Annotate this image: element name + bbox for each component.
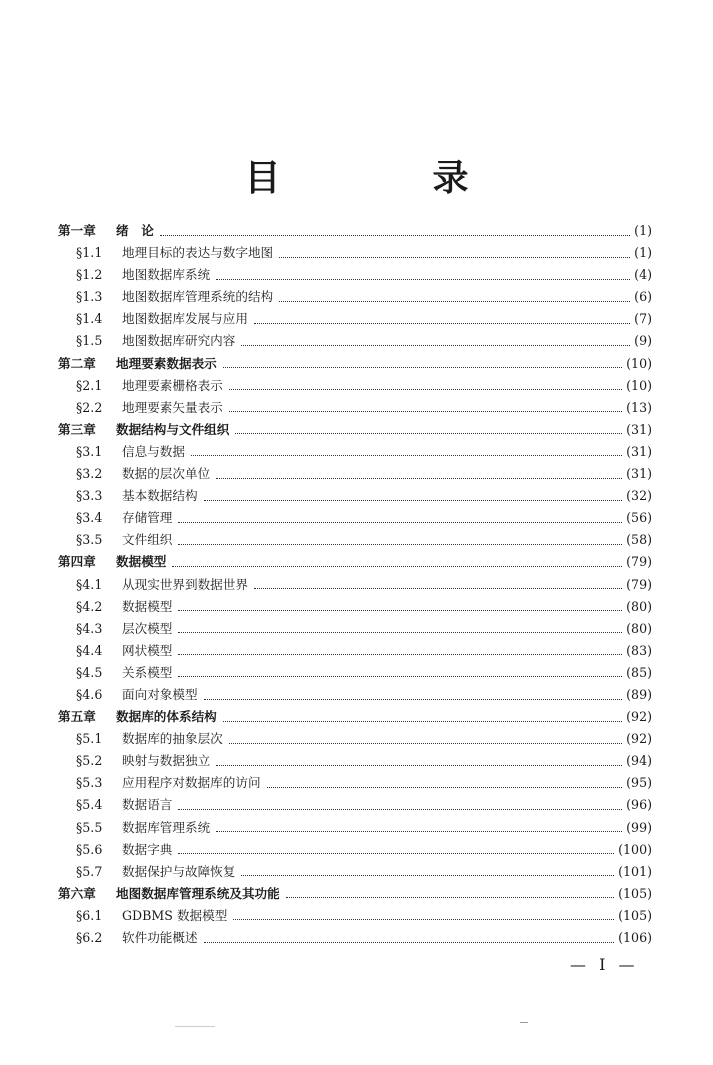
toc-entry-page: (31): [626, 466, 652, 482]
toc-entry-number: §4.1: [76, 576, 103, 592]
toc-entry-page: (83): [626, 642, 652, 658]
dot-leader: [233, 919, 614, 920]
toc-entry-number: §2.2: [76, 399, 103, 415]
dot-leader: [229, 743, 622, 744]
toc-section-entry: [58, 839, 652, 861]
dot-leader: [160, 235, 630, 236]
toc-chapter-entry: [58, 220, 652, 242]
toc-entry-title: 数据结构与文件组织: [116, 421, 230, 437]
toc-entry-title: 地理要素数据表示: [116, 355, 217, 371]
toc-chapter-entry: [58, 419, 652, 441]
toc-entry-title: 数据模型: [122, 598, 173, 614]
toc-entry-number: 第五章: [58, 709, 96, 725]
toc-entry-title: 层次模型: [122, 620, 173, 636]
toc-section-entry: [58, 330, 652, 352]
dot-leader: [204, 500, 623, 501]
dot-leader: [254, 588, 622, 589]
toc-entry-page: (1): [634, 223, 652, 238]
toc-section-entry: [58, 441, 652, 463]
toc-section-entry: [58, 596, 652, 618]
dot-leader: [204, 699, 623, 700]
dot-leader: [223, 721, 622, 722]
dot-leader: [178, 544, 622, 545]
toc-section-entry: [58, 861, 652, 883]
dot-leader: [178, 676, 622, 677]
toc-entry-number: §3.2: [76, 466, 103, 482]
toc-entry-title: 关系模型: [122, 664, 173, 680]
toc-entry-page: (106): [618, 930, 652, 945]
toc-section-entry: [58, 684, 652, 706]
toc-entry-number: §4.2: [76, 598, 103, 614]
dot-leader: [216, 478, 622, 479]
page-number: — I —: [570, 955, 639, 974]
dot-leader: [178, 853, 614, 854]
toc-entry-number: §1.1: [76, 245, 103, 261]
toc-section-entry: [58, 574, 652, 596]
toc-entry-title: 面向对象模型: [122, 686, 198, 702]
toc-section-entry: [58, 507, 652, 529]
toc-entry-page: (6): [634, 289, 652, 305]
dot-leader: [286, 897, 614, 898]
toc-entry-number: 第六章: [58, 885, 96, 901]
toc-entry-number: §5.5: [76, 819, 103, 835]
toc-entry-page: (1): [634, 245, 652, 261]
toc-entry-title: 数据保护与故障恢复: [122, 863, 236, 879]
toc-entry-page: (105): [618, 907, 652, 923]
toc-entry-number: §4.5: [76, 664, 103, 680]
toc-entry-page: (31): [626, 421, 652, 437]
toc-entry-number: §1.5: [76, 333, 103, 349]
dot-leader: [216, 765, 622, 766]
toc-entry-title: 数据字典: [122, 841, 173, 857]
toc-section-entry: [58, 286, 652, 308]
toc-section-entry: [58, 375, 652, 397]
toc-entry-page: (80): [626, 598, 652, 614]
toc-entry-page: (92): [626, 731, 652, 747]
dot-leader: [223, 367, 622, 368]
toc-section-entry: [58, 927, 652, 949]
toc-entry-number: §2.1: [76, 377, 103, 393]
toc-entry-number: §3.5: [76, 532, 103, 548]
toc-entry-page: (7): [634, 311, 652, 327]
toc-entry-number: §3.1: [76, 443, 103, 459]
toc-section-entry: [58, 264, 652, 286]
toc-entry-number: §5.4: [76, 797, 103, 813]
toc-entry-page: (10): [626, 377, 652, 393]
toc-entry-title: 网状模型: [122, 642, 173, 658]
toc-entry-page: (101): [618, 863, 652, 879]
toc-entry-title: 文件组织: [122, 532, 173, 548]
toc-entry-page: (56): [626, 510, 652, 526]
toc-entry-page: (85): [626, 664, 652, 680]
toc-entry-title: 地图数据库发展与应用: [122, 311, 248, 327]
toc-entry-title: 基本数据结构: [122, 488, 198, 504]
scan-speck: [175, 1026, 215, 1027]
toc-section-entry: [58, 618, 652, 640]
toc-entry-title: 软件功能概述: [122, 930, 198, 945]
dot-leader: [178, 610, 622, 611]
toc-entry-page: (105): [618, 885, 652, 901]
toc-section-entry: [58, 640, 652, 662]
toc-entry-title: 地图数据库管理系统及其功能: [116, 885, 280, 901]
toc-entry-number: §1.4: [76, 311, 103, 327]
toc-entry-number: §6.2: [76, 930, 103, 945]
dot-leader: [229, 411, 622, 412]
toc-entry-title: 地理目标的表达与数字地图: [122, 245, 274, 261]
toc-chapter-entry: [58, 883, 652, 905]
dot-leader: [229, 389, 622, 390]
toc-section-entry: [58, 905, 652, 927]
dot-leader: [241, 345, 630, 346]
toc-entry-title: 绪 论: [116, 223, 154, 238]
toc-entry-page: (10): [626, 355, 652, 371]
toc-section-entry: [58, 308, 652, 330]
toc-entry-title: 数据库的体系结构: [116, 709, 217, 725]
toc-entry-number: §1.3: [76, 289, 103, 305]
toc-entry-page: (100): [618, 841, 652, 857]
toc-entry-number: §6.1: [76, 907, 103, 923]
dot-leader: [178, 809, 622, 810]
toc-entry-number: §1.2: [76, 267, 103, 283]
table-of-contents: [58, 220, 652, 949]
toc-section-entry: [58, 242, 652, 264]
dot-leader: [235, 433, 622, 434]
toc-entry-number: §5.6: [76, 841, 103, 857]
scan-speck: [520, 1022, 528, 1023]
toc-entry-page: (92): [626, 709, 652, 725]
page-title: 目 录: [244, 157, 527, 199]
toc-entry-page: (32): [626, 488, 652, 504]
dot-leader: [241, 875, 614, 876]
toc-entry-title: 信息与数据: [122, 443, 185, 459]
toc-section-entry: [58, 463, 652, 485]
toc-section-entry: [58, 662, 652, 684]
toc-entry-page: (58): [626, 532, 652, 548]
toc-entry-number: §4.4: [76, 642, 103, 658]
toc-entry-title: 从现实世界到数据世界: [122, 576, 248, 592]
toc-entry-title: 地图数据库研究内容: [122, 333, 236, 349]
dot-leader: [216, 831, 622, 832]
toc-entry-title: 地理要素栅格表示: [122, 377, 223, 393]
toc-entry-number: §3.3: [76, 488, 103, 504]
dot-leader: [191, 455, 622, 456]
toc-entry-number: §3.4: [76, 510, 103, 526]
toc-section-entry: [58, 728, 652, 750]
toc-entry-title: 地理要素矢量表示: [122, 399, 223, 415]
toc-entry-number: §4.3: [76, 620, 103, 636]
toc-section-entry: [58, 485, 652, 507]
toc-entry-page: (79): [626, 554, 652, 570]
dot-leader: [254, 323, 630, 324]
toc-entry-page: (31): [626, 443, 652, 459]
toc-entry-number: 第三章: [58, 421, 96, 437]
toc-chapter-entry: [58, 353, 652, 375]
toc-section-entry: [58, 772, 652, 794]
dot-leader: [178, 654, 622, 655]
toc-entry-page: (94): [626, 753, 652, 769]
dot-leader: [267, 787, 623, 788]
toc-entry-number: §4.6: [76, 686, 103, 702]
toc-entry-page: (80): [626, 620, 652, 636]
toc-entry-title: 地图数据库系统: [122, 267, 211, 283]
toc-entry-page: (89): [626, 686, 652, 702]
toc-entry-number: §5.2: [76, 753, 103, 769]
toc-entry-page: (95): [626, 775, 652, 791]
toc-entry-title: 应用程序对数据库的访问: [122, 775, 261, 791]
toc-entry-title: GDBMS 数据模型: [122, 907, 228, 923]
toc-entry-title: 映射与数据独立: [122, 753, 211, 769]
toc-entry-page: (13): [626, 399, 652, 415]
toc-section-entry: [58, 817, 652, 839]
toc-chapter-entry: [58, 551, 652, 573]
toc-section-entry: [58, 529, 652, 551]
toc-entry-title: 数据库管理系统: [122, 819, 211, 835]
toc-entry-number: §5.3: [76, 775, 103, 791]
toc-entry-title: 地图数据库管理系统的结构: [122, 289, 274, 305]
toc-chapter-entry: [58, 706, 652, 728]
dot-leader: [172, 566, 622, 567]
toc-entry-number: 第二章: [58, 355, 96, 371]
dot-leader: [279, 301, 630, 302]
dot-leader: [216, 279, 630, 280]
toc-entry-number: 第一章: [58, 223, 96, 238]
dot-leader: [279, 257, 630, 258]
toc-entry-title: 数据模型: [116, 554, 167, 570]
toc-entry-title: 数据的层次单位: [122, 466, 211, 482]
toc-entry-title: 数据语言: [122, 797, 173, 813]
toc-entry-page: (99): [626, 819, 652, 835]
toc-entry-page: (4): [634, 267, 652, 283]
toc-section-entry: [58, 397, 652, 419]
dot-leader: [204, 942, 615, 943]
toc-entry-number: §5.7: [76, 863, 103, 879]
toc-entry-title: 数据库的抽象层次: [122, 731, 223, 747]
toc-entry-page: (79): [626, 576, 652, 592]
toc-section-entry: [58, 750, 652, 772]
toc-entry-page: (9): [634, 333, 652, 349]
toc-section-entry: [58, 794, 652, 816]
toc-entry-title: 存储管理: [122, 510, 173, 526]
dot-leader: [178, 632, 622, 633]
toc-entry-page: (96): [626, 797, 652, 813]
toc-entry-number: §5.1: [76, 731, 103, 747]
toc-entry-number: 第四章: [58, 554, 96, 570]
dot-leader: [178, 522, 622, 523]
